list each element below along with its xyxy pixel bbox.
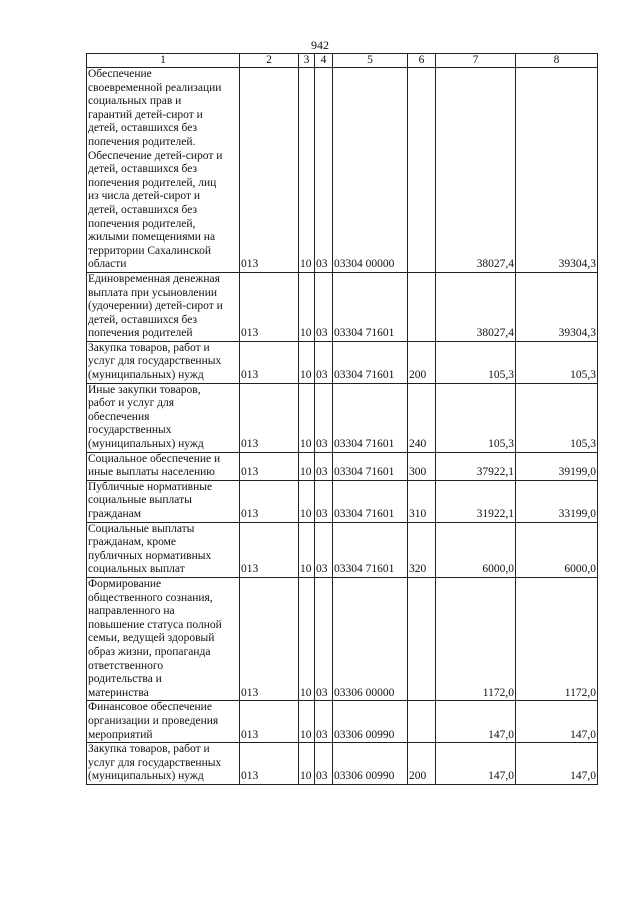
row-name: Закупка товаров, работ и услуг для государственных (муниципальных) нужд [88,743,222,783]
row-name: Публичные нормативные социальные выплаты гражданам [88,480,213,520]
amount-col7: 37922,1 [436,452,516,480]
expense-type-code [408,701,436,743]
ministry-code: 013 [240,480,299,522]
section-code: 10 [299,272,315,341]
row-name-cell [87,701,240,743]
table-row [87,383,598,452]
subsection-code: 03 [315,272,333,341]
section-code: 10 [299,743,315,785]
amount-col7: 38027,4 [436,272,516,341]
target-article-code: 03306 00990 [333,701,408,743]
ministry-code: 013 [240,341,299,383]
target-article-code: 03304 71601 [333,452,408,480]
column-header: 5 [333,54,408,68]
target-article-code: 03304 71601 [333,522,408,577]
row-name: Финансовое обеспечение организации и проведения мероприятий [88,701,219,741]
subsection-code: 03 [315,341,333,383]
amount-col8: 147,0 [516,743,598,785]
target-article-code: 03306 00000 [333,577,408,700]
row-name: Единовременная денежная выплата при усыновлении (удочерении) детей-сирот и детей, оставшихся без попечения родителей [88,272,223,340]
table-row [87,68,598,273]
expense-type-code: 200 [408,743,436,785]
expense-type-code: 200 [408,341,436,383]
ministry-code: 013 [240,68,299,273]
table-row [87,743,598,785]
column-header: 7 [436,54,516,68]
expense-type-code: 320 [408,522,436,577]
table-row [87,272,598,341]
subsection-code: 03 [315,701,333,743]
column-header: 6 [408,54,436,68]
amount-col8: 147,0 [516,701,598,743]
subsection-code: 03 [315,452,333,480]
amount-col7: 147,0 [436,743,516,785]
page-number: 942 [311,38,329,52]
amount-col7: 38027,4 [436,68,516,273]
row-name-cell [87,743,240,785]
ministry-code: 013 [240,743,299,785]
target-article-code: 03304 71601 [333,383,408,452]
row-name: Социальное обеспечение и иные выплаты населению [88,452,221,479]
amount-col8: 33199,0 [516,480,598,522]
row-name-cell [87,480,240,522]
row-name-cell [87,341,240,383]
ministry-code: 013 [240,522,299,577]
expense-type-code: 240 [408,383,436,452]
column-header: 4 [315,54,333,68]
amount-col8: 1172,0 [516,577,598,700]
section-code: 10 [299,383,315,452]
row-name-cell [87,383,240,452]
amount-col7: 31922,1 [436,480,516,522]
row-name: Обеспечение своевременной реализации социальных прав и гарантий детей-сирот и детей, оставшихся без попечения родителей. Обеспечение детей-сирот и детей, оставшихся без попечения родителей, лиц из числа детей-сирот и детей, оставшихся без попечения родителей, жилыми помещениями на территории Сахалинской области [88,68,223,271]
expense-type-code [408,272,436,341]
expense-type-code: 310 [408,480,436,522]
budget-table [86,53,598,785]
column-header: 3 [299,54,315,68]
row-name-cell [87,452,240,480]
amount-col7: 6000,0 [436,522,516,577]
row-name: Формирование общественного сознания, направленного на повышение статуса полной семьи, ведущей здоровый образ жизни, пропаганда ответственного родительства и материнства [88,577,222,699]
target-article-code: 03304 71601 [333,272,408,341]
amount-col8: 6000,0 [516,522,598,577]
row-name-cell [87,272,240,341]
row-name-cell [87,522,240,577]
table-row [87,577,598,700]
section-code: 10 [299,452,315,480]
target-article-code: 03306 00990 [333,743,408,785]
expense-type-code [408,68,436,273]
amount-col7: 1172,0 [436,577,516,700]
section-code: 10 [299,701,315,743]
column-header: 1 [87,54,240,68]
amount-col8: 105,3 [516,341,598,383]
ministry-code: 013 [240,272,299,341]
amount-col8: 39304,3 [516,68,598,273]
subsection-code: 03 [315,480,333,522]
row-name-cell [87,577,240,700]
amount-col7: 147,0 [436,701,516,743]
section-code: 10 [299,341,315,383]
row-name: Иные закупки товаров, работ и услуг для обеспечения государственных (муниципальных) нужд [88,383,204,451]
subsection-code: 03 [315,383,333,452]
subsection-code: 03 [315,68,333,273]
row-name: Закупка товаров, работ и услуг для государственных (муниципальных) нужд [88,341,222,382]
amount-col7: 105,3 [436,383,516,452]
expense-type-code: 300 [408,452,436,480]
section-code: 10 [299,480,315,522]
column-header: 2 [240,54,299,68]
table-row [87,341,598,383]
target-article-code: 03304 71601 [333,341,408,383]
table-row [87,522,598,577]
ministry-code: 013 [240,701,299,743]
row-name-cell [87,68,240,273]
amount-col7: 105,3 [436,341,516,383]
section-code: 10 [299,577,315,700]
row-name: Социальные выплаты гражданам, кроме публичных нормативных социальных выплат [88,522,212,576]
expense-type-code [408,577,436,700]
section-code: 10 [299,68,315,273]
subsection-code: 03 [315,577,333,700]
amount-col8: 39199,0 [516,452,598,480]
amount-col8: 105,3 [516,383,598,452]
ministry-code: 013 [240,577,299,700]
column-header: 8 [516,54,598,68]
ministry-code: 013 [240,383,299,452]
target-article-code: 03304 71601 [333,480,408,522]
target-article-code: 03304 00000 [333,68,408,273]
subsection-code: 03 [315,522,333,577]
amount-col8: 39304,3 [516,272,598,341]
section-code: 10 [299,522,315,577]
table-row [87,701,598,743]
header-row [87,54,598,68]
table-row [87,480,598,522]
table-row [87,452,598,480]
ministry-code: 013 [240,452,299,480]
subsection-code: 03 [315,743,333,785]
